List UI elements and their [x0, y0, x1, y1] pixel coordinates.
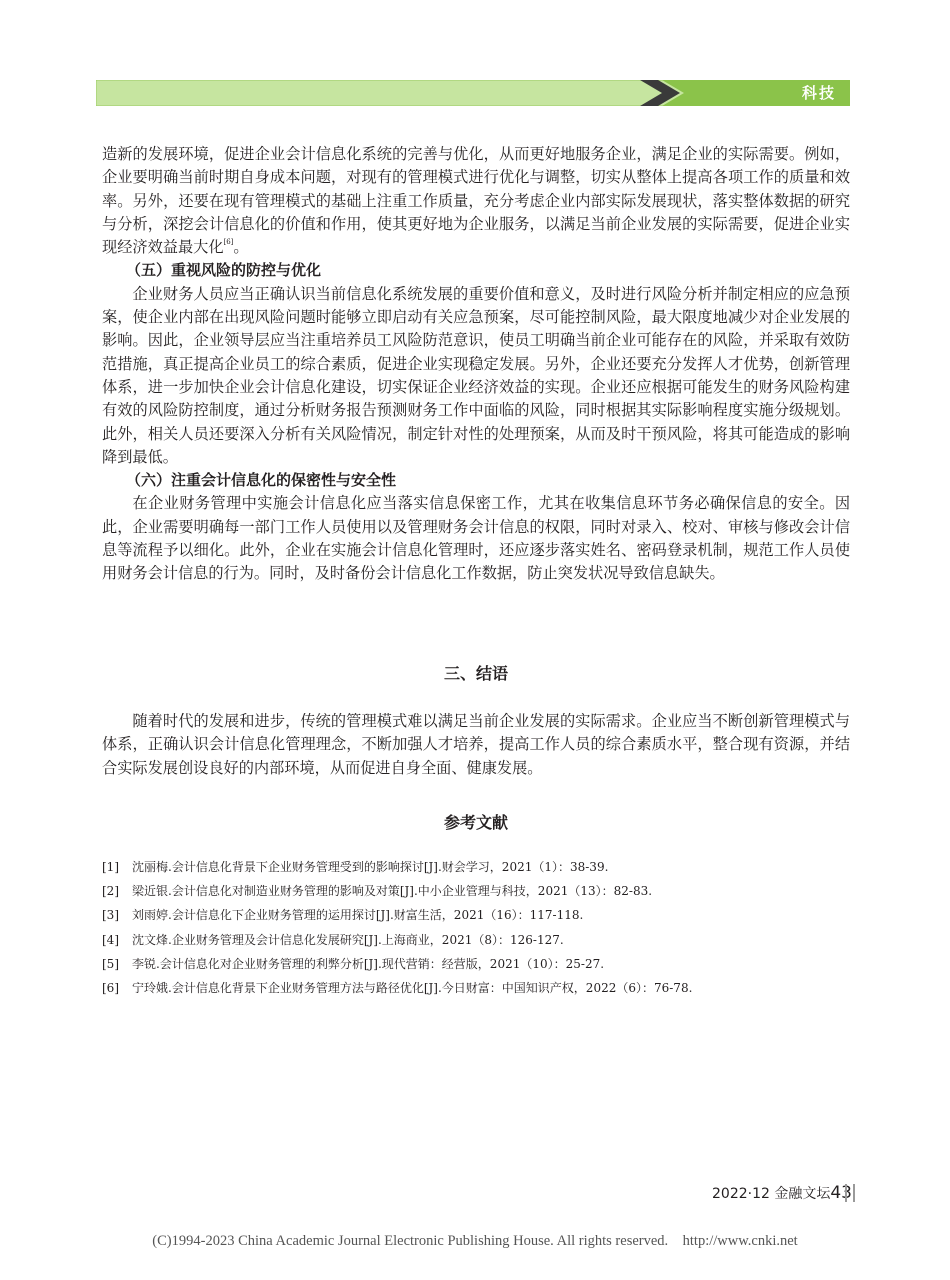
page-footer	[712, 1183, 852, 1203]
reference-number: [5]	[102, 956, 119, 971]
reference-text: 沈文烽.企业财务管理及会计信息化发展研究[J].上海商业，2021（8）：126-127.	[132, 932, 564, 947]
reference-number: [4]	[102, 932, 119, 947]
section-heading-conclusion: 三、结语	[443, 664, 508, 683]
reference-number: [1]	[102, 860, 119, 874]
conclusion-body	[102, 710, 850, 780]
references-title: 参考文献	[443, 813, 508, 832]
paragraph-1-text: 造新的发展环境，促进企业会计信息化系统的完善与优化，从而更好地服务企业，满足企业的实际需要。例如，企业要明确当前时期自身成本问题，对现有的管理模式进行优化与调整，切实从整体上提高各项工作的质量和效率。另外，还要在现有管理模式的基础上注重工作质量，充分考虑企业内部实际发展现状，落实整体数据的研究与分析，深挖会计信息化的价值和作用，使其更好地为企业服务，以满足当前企业发展的实际需要，促进企业实现经济效益最大化	[102, 145, 850, 257]
reference-item	[102, 976, 850, 1000]
header-band	[96, 80, 850, 106]
reference-item	[102, 879, 850, 903]
paragraph-1-end: 。	[233, 238, 249, 257]
reference-text: 梁近银.会计信息化对制造业财务管理的影响及对策[J].中小企业管理与科技，2021（13）：82-83.	[132, 884, 653, 899]
paragraph-4: 随着时代的发展和进步，传统的管理模式难以满足当前企业发展的实际需求。企业应当不断创新管理模式与体系，正确认识会计信息化管理理念，不断加强人才培养，提高工作人员的综合素质水平，整合现有资源，并结合实际发展创设良好的内部环境，从而促进自身全面、健康发展。	[102, 712, 850, 777]
footer-issue: 2022·12	[712, 1186, 770, 1202]
reference-item	[102, 928, 850, 952]
citation-marker: [6]	[223, 238, 234, 247]
reference-number: [6]	[102, 981, 119, 996]
header-band-graphic	[96, 80, 850, 106]
paragraph-1	[102, 143, 850, 259]
section-tag: 科技	[801, 84, 836, 102]
reference-number: [3]	[102, 908, 119, 923]
subsection-heading-5: （五）重视风险的防控与优化	[126, 261, 322, 280]
footer-page-number: 43	[830, 1183, 852, 1203]
subsection-heading-6: （六）注重会计信息化的保密性与安全性	[126, 471, 397, 490]
paragraph-2: 企业财务人员应当正确认识当前信息化系统发展的重要价值和意义，及时进行风险分析并制定相应的应急预案，使企业内部在出现风险问题时能够立即启动有关应急预案，尽可能控制风险，最大限度地减少对企业发展的影响。因此，企业领导层应当注重培养员工风险防范意识，使员工明确当前企业可能存在的风险，并采取有效防范措施，真正提高企业员工的综合素质，促进企业实现稳定发展。另外，企业还要充分发挥人才优势，创新管理体系，进一步加快企业会计信息化建设，切实保证企业经济效益的实现。企业还应根据可能发生的财务风险构建有效的风险防控制度，通过分析财务报告预测财务工作中面临的风险，同时根据其实际影响程度实施分级规划。此外，相关人员还要深入分析有关风险情况，制定针对性的处理预案，从而及时干预风险，将其可能造成的影响降到最低。	[102, 284, 850, 466]
article-body	[102, 143, 850, 586]
reference-text: 刘雨婷.会计信息化下企业财务管理的运用探讨[J].财富生活，2021（16）：117-118.	[132, 908, 584, 923]
reference-item	[102, 903, 850, 927]
paragraph-3: 在企业财务管理中实施会计信息化应当落实信息保密工作，尤其在收集信息环节务必确保信息的安全。因此，企业需要明确每一部门工作人员使用以及管理财务会计信息的权限，同时对录入、校对、审核与修改会计信息等流程予以细化。此外，企业在实施会计信息化管理时，还应逐步落实姓名、密码登录机制，规范工作人员使用财务会计信息的行为。同时，及时备份会计信息化工作数据，防止突发状况导致信息缺失。	[102, 494, 850, 583]
reference-text: 宁玲娥.会计信息化背景下企业财务管理方法与路径优化[J].今日财富：中国知识产权，2022（6）：76-78.	[132, 981, 693, 996]
reference-item	[102, 952, 850, 976]
reference-item	[102, 855, 850, 879]
reference-list	[102, 855, 850, 1000]
copyright-line: (C)1994-2023 China Academic Journal Electronic Publishing House. All rights reserved. http://www.cnki.net	[152, 1233, 798, 1249]
page-marker-bars	[845, 1184, 855, 1202]
reference-text: 李锐.会计信息化对企业财务管理的利弊分析[J].现代营销：经营版，2021（10）：25-27.	[132, 956, 605, 971]
reference-text: 沈丽梅.会计信息化背景下企业财务管理受到的影响探讨[J].财会学习，2021（1）：38-39.	[132, 860, 609, 874]
footer-journal: 金融文坛	[774, 1186, 831, 1202]
reference-number: [2]	[102, 884, 119, 899]
